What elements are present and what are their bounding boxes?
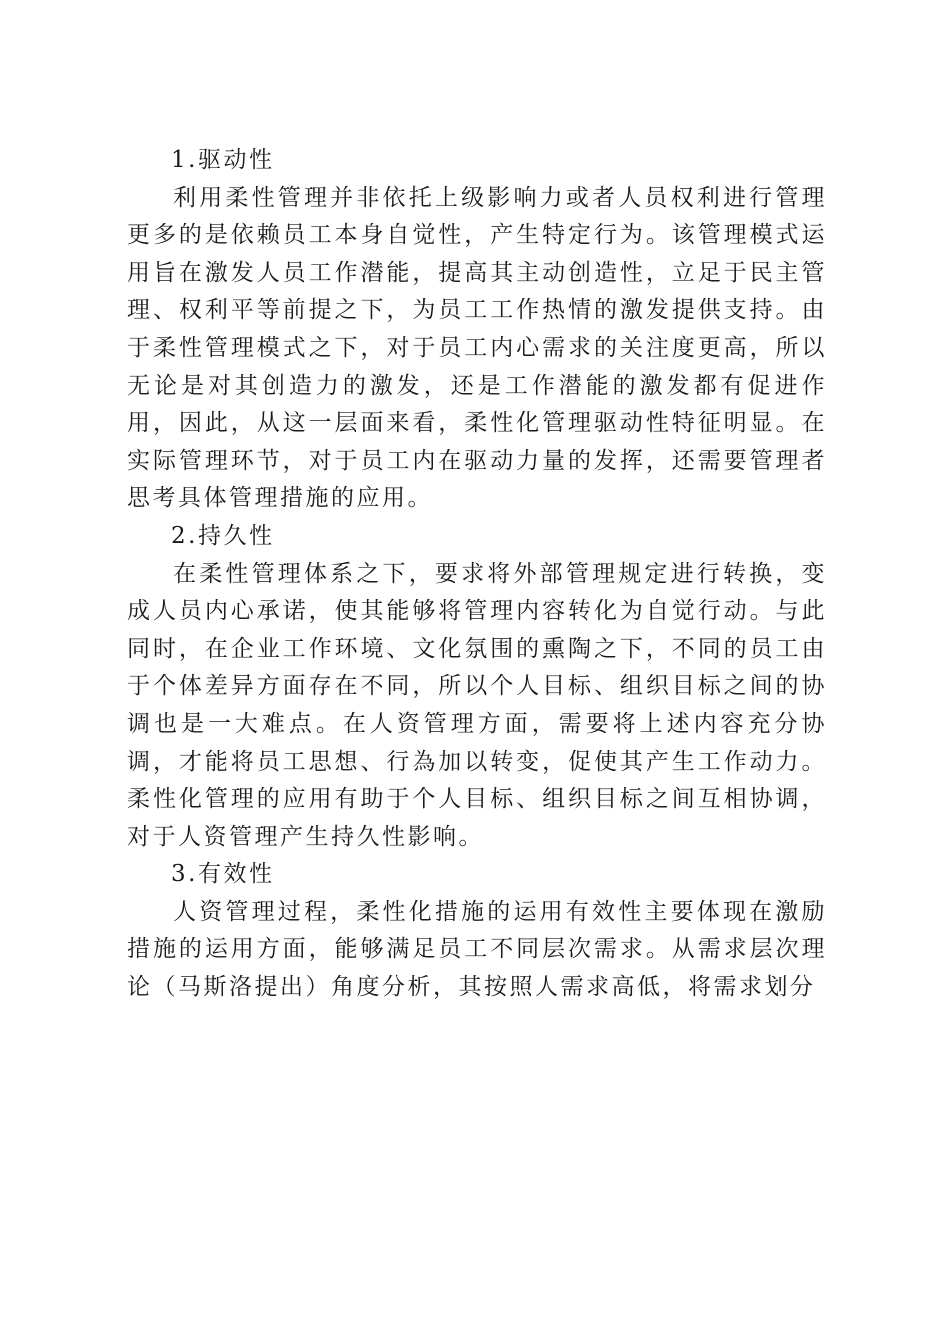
- section-paragraph-effectiveness: 人资管理过程，柔性化措施的运用有效性主要体现在激励措施的运用方面，能够满足员工不同层次需求。从需求层次理论（马斯洛提出）角度分析，其按照人需求高低，将需求划分: [127, 898, 827, 1001]
- section-heading-persistence: 2.持久性: [171, 522, 275, 549]
- document-body: [127, 142, 827, 1007]
- section-paragraph-persistence: 在柔性管理体系之下，要求将外部管理规定进行转换，变成人员内心承诺，使其能够将管理内容转化为自觉行动。与此同时，在企业工作环境、文化氛围的熏陶之下，不同的员工由于个体差异方面存在不同，所以个人目标、组织目标之间的协调也是一大难点。在人资管理方面，需要将上述内容充分协调，才能将员工思想、行為加以转变，促使其产生工作动力。柔性化管理的应用有助于个人目标、组织目标之间互相协调，对于人资管理产生持久性影响。: [127, 560, 827, 850]
- section-heading-drive: 1.驱动性: [171, 147, 275, 173]
- section-paragraph-drive: 利用柔性管理并非依托上级影响力或者人员权利进行管理更多的是依赖员工本身自觉性，产生特定行为。该管理模式运用旨在激发人员工作潜能，提高其主动创造性，立足于民主管理、权利平等前提之下，为员工工作热情的激发提供支持。由于柔性管理模式之下，对于员工内心需求的关注度更高，所以无论是对其创造力的激发，还是工作潜能的激发都有促进作用，因此，从这一层面来看，柔性化管理驱动性特征明显。在实际管理环节，对于员工内在驱动力量的发挥，还需要管理者思考具体管理措施的应用。: [127, 184, 827, 512]
- section-heading-effectiveness: 3.有效性: [171, 861, 275, 888]
